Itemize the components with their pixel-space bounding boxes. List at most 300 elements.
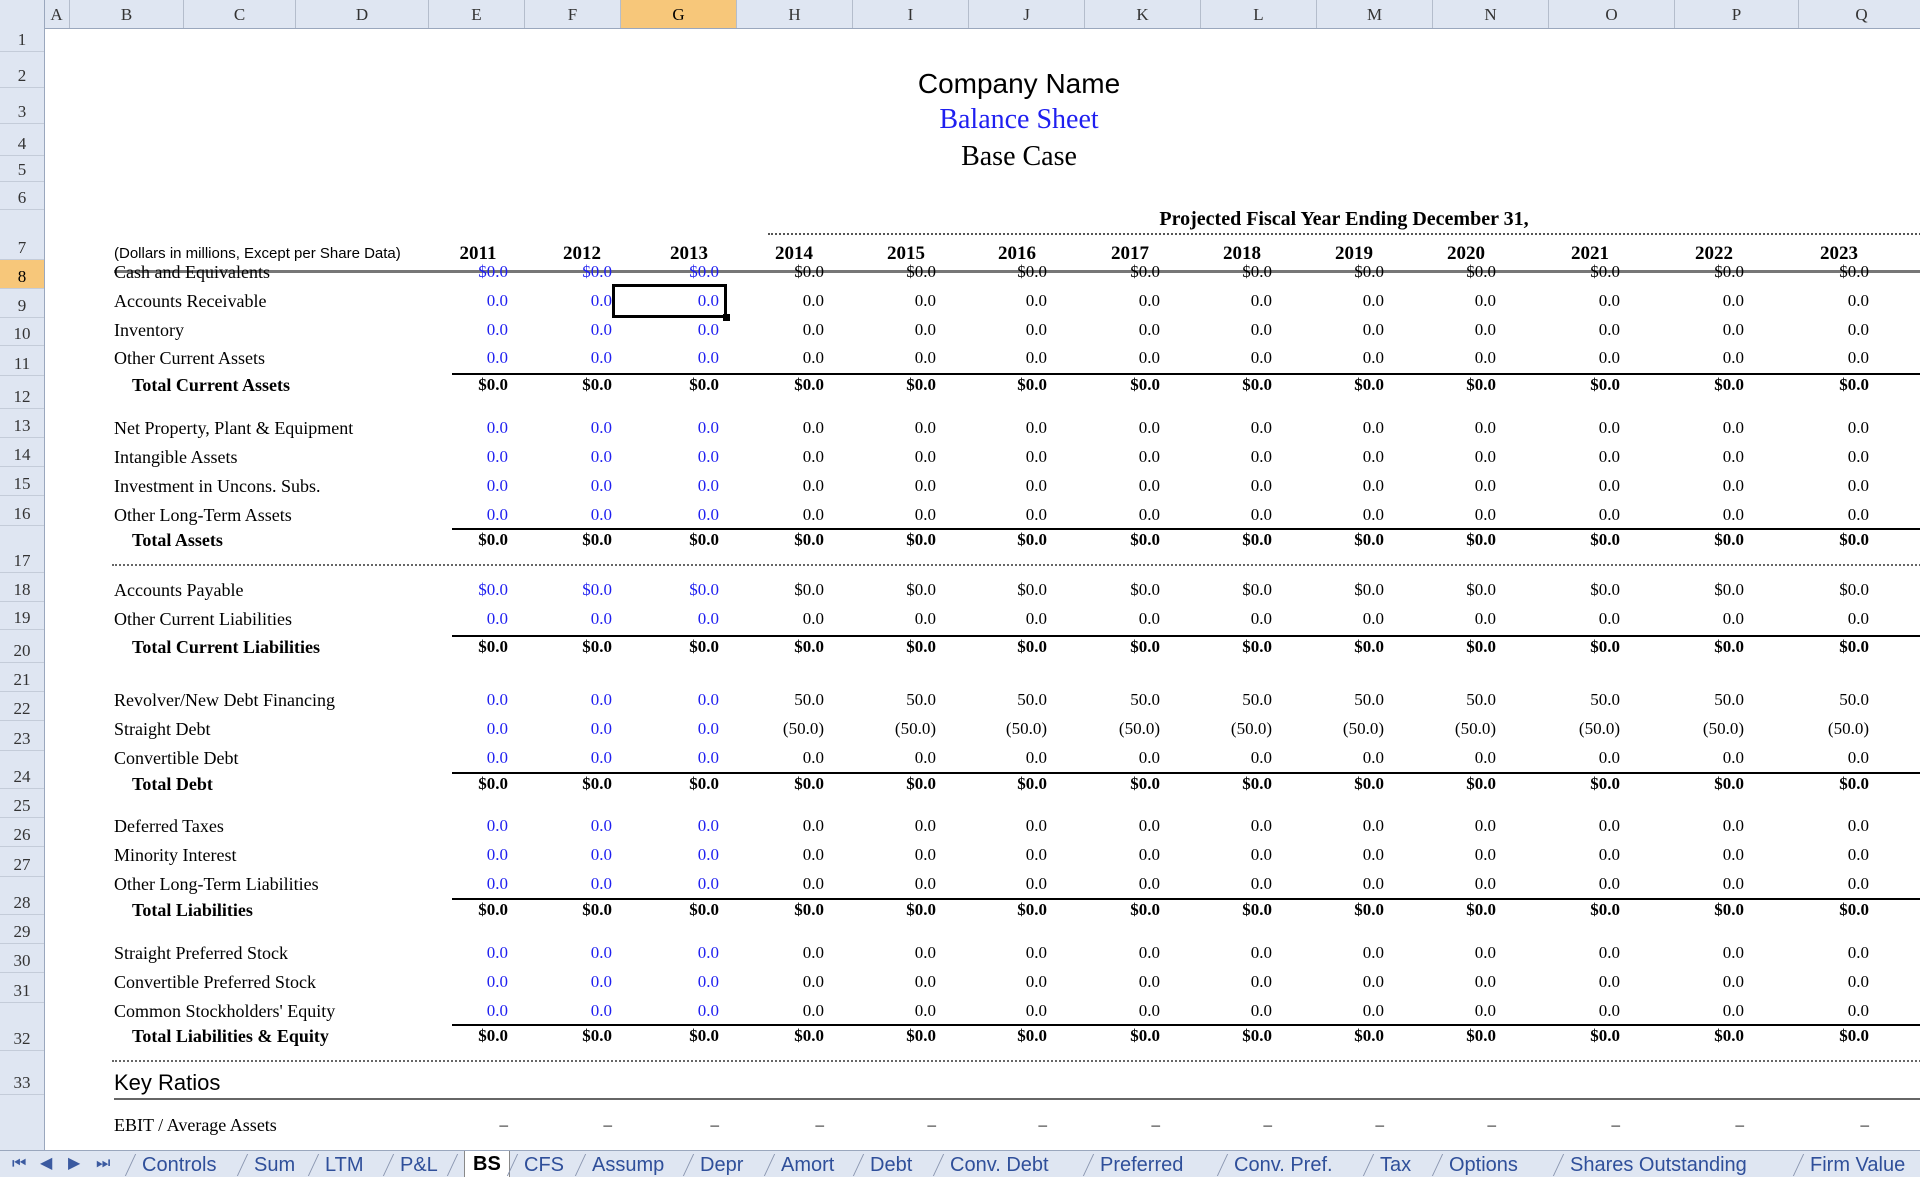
cell-31-2018[interactable]: $0.0 (1242, 1026, 1272, 1045)
tab-tax[interactable]: Tax (1380, 1154, 1412, 1176)
row-label-20[interactable]: Revolver/New Debt Financing (114, 690, 335, 710)
cell-17-2017[interactable]: $0.0 (1130, 580, 1160, 599)
cell-26-2021[interactable]: 0.0 (1598, 874, 1620, 893)
cell-23-2014[interactable]: $0.0 (794, 774, 824, 793)
cell-30-2015[interactable]: 0.0 (914, 1001, 936, 1020)
cell-26-2023[interactable]: 0.0 (1847, 874, 1869, 893)
cell-14-2018[interactable]: 0.0 (1250, 476, 1272, 495)
cell-26-2015[interactable]: 0.0 (914, 874, 936, 893)
cell-10-2011[interactable]: 0.0 (486, 348, 508, 367)
cell-18-2014[interactable]: 0.0 (802, 609, 824, 628)
cell-18-2015[interactable]: 0.0 (914, 609, 936, 628)
row-label-15[interactable]: Other Long-Term Assets (114, 505, 292, 525)
cell-11-2022[interactable]: $0.0 (1714, 375, 1744, 394)
cell-30-2023[interactable]: 0.0 (1847, 1001, 1869, 1020)
cell-20-2016[interactable]: 50.0 (1017, 690, 1047, 709)
cell-29-2022[interactable]: 0.0 (1722, 972, 1744, 991)
cell-12-2020[interactable]: 0.0 (1474, 418, 1496, 437)
cell-18-2023[interactable]: 0.0 (1847, 609, 1869, 628)
cell-9-2012[interactable]: 0.0 (590, 320, 612, 339)
cell-8-2021[interactable]: 0.0 (1598, 291, 1620, 310)
cell-26-2019[interactable]: 0.0 (1362, 874, 1384, 893)
cell-30-2013[interactable]: 0.0 (697, 1001, 719, 1020)
row-label-17[interactable]: Accounts Payable (114, 580, 244, 600)
cell-7-2013[interactable]: $0.0 (689, 262, 719, 281)
cell-27-2012[interactable]: $0.0 (582, 900, 612, 919)
cell-30-2012[interactable]: 0.0 (590, 1001, 612, 1020)
cell-33-2016[interactable]: – (1038, 1115, 1047, 1134)
row-label-28[interactable]: Straight Preferred Stock (114, 943, 288, 963)
cell-33-2014[interactable]: – (815, 1115, 824, 1134)
cell-9-2017[interactable]: 0.0 (1138, 320, 1160, 339)
next-sheet-icon[interactable]: ▶ (68, 1153, 81, 1172)
cell-33-2019[interactable]: – (1375, 1115, 1384, 1134)
cell-17-2021[interactable]: $0.0 (1590, 580, 1620, 599)
row-header-30[interactable]: 30 (0, 944, 44, 973)
column-header-j[interactable]: J (969, 0, 1085, 28)
cell-14-2011[interactable]: 0.0 (486, 476, 508, 495)
cell-13-2019[interactable]: 0.0 (1362, 447, 1384, 466)
column-header-l[interactable]: L (1201, 0, 1317, 28)
cell-22-2023[interactable]: 0.0 (1847, 748, 1869, 767)
tab-firm-value[interactable]: Firm Value (1810, 1154, 1906, 1176)
cell-26-2022[interactable]: 0.0 (1722, 874, 1744, 893)
cell-19-2011[interactable]: $0.0 (478, 637, 508, 656)
cell-15-2018[interactable]: 0.0 (1250, 505, 1272, 524)
tab-cfs[interactable]: CFS (524, 1154, 564, 1176)
cell-8-2019[interactable]: 0.0 (1362, 291, 1384, 310)
cell-27-2023[interactable]: $0.0 (1839, 900, 1869, 919)
cell-14-2022[interactable]: 0.0 (1722, 476, 1744, 495)
cell-30-2019[interactable]: 0.0 (1362, 1001, 1384, 1020)
row-label-23[interactable]: Total Debt (132, 774, 213, 794)
cell-9-2022[interactable]: 0.0 (1722, 320, 1744, 339)
row-label-22[interactable]: Convertible Debt (114, 748, 239, 768)
tab-depr[interactable]: Depr (700, 1154, 744, 1176)
cell-26-2013[interactable]: 0.0 (697, 874, 719, 893)
column-header-e[interactable]: E (429, 0, 525, 28)
cell-18-2011[interactable]: 0.0 (486, 609, 508, 628)
cell-13-2014[interactable]: 0.0 (802, 447, 824, 466)
cell-30-2022[interactable]: 0.0 (1722, 1001, 1744, 1020)
row-header-12[interactable]: 12 (0, 376, 44, 409)
column-header-f[interactable]: F (525, 0, 621, 28)
cell-9-2011[interactable]: 0.0 (486, 320, 508, 339)
cell-17-2016[interactable]: $0.0 (1017, 580, 1047, 599)
row-header-16[interactable]: 16 (0, 496, 44, 526)
column-header-i[interactable]: I (853, 0, 969, 28)
cell-28-2015[interactable]: 0.0 (914, 943, 936, 962)
cell-33-2011[interactable]: – (499, 1115, 508, 1134)
cell-7-2019[interactable]: $0.0 (1354, 262, 1384, 281)
cell-25-2019[interactable]: 0.0 (1362, 845, 1384, 864)
cell-22-2022[interactable]: 0.0 (1722, 748, 1744, 767)
tab-assump[interactable]: Assump (592, 1154, 665, 1176)
cell-18-2020[interactable]: 0.0 (1474, 609, 1496, 628)
cell-10-2014[interactable]: 0.0 (802, 348, 824, 367)
cell-9-2016[interactable]: 0.0 (1025, 320, 1047, 339)
row-label-26[interactable]: Other Long-Term Liabilities (114, 874, 319, 894)
cell-33-2022[interactable]: – (1735, 1115, 1744, 1134)
row-header-22[interactable]: 22 (0, 692, 44, 721)
cell-23-2021[interactable]: $0.0 (1590, 774, 1620, 793)
cell-31-2021[interactable]: $0.0 (1590, 1026, 1620, 1045)
cell-24-2014[interactable]: 0.0 (802, 816, 824, 835)
cell-8-2016[interactable]: 0.0 (1025, 291, 1047, 310)
cell-9-2018[interactable]: 0.0 (1250, 320, 1272, 339)
cell-17-2023[interactable]: $0.0 (1839, 580, 1869, 599)
tab-bs[interactable]: BS (464, 1151, 510, 1177)
cell-21-2023[interactable]: (50.0) (1827, 719, 1869, 738)
cell-31-2011[interactable]: $0.0 (478, 1026, 508, 1045)
column-header-b[interactable]: B (70, 0, 184, 28)
cell-18-2013[interactable]: 0.0 (697, 609, 719, 628)
cell-31-2020[interactable]: $0.0 (1466, 1026, 1496, 1045)
cell-22-2018[interactable]: 0.0 (1250, 748, 1272, 767)
row-label-8[interactable]: Accounts Receivable (114, 291, 267, 311)
cell-26-2016[interactable]: 0.0 (1025, 874, 1047, 893)
cell-8-2022[interactable]: 0.0 (1722, 291, 1744, 310)
first-sheet-icon[interactable]: ⏮ (12, 1153, 27, 1172)
cell-20-2017[interactable]: 50.0 (1130, 690, 1160, 709)
cell-22-2016[interactable]: 0.0 (1025, 748, 1047, 767)
cell-28-2018[interactable]: 0.0 (1250, 943, 1272, 962)
cell-30-2016[interactable]: 0.0 (1025, 1001, 1047, 1020)
cell-14-2017[interactable]: 0.0 (1138, 476, 1160, 495)
cell-33-2023[interactable]: – (1860, 1115, 1869, 1134)
cell-7-2016[interactable]: $0.0 (1017, 262, 1047, 281)
cell-17-2020[interactable]: $0.0 (1466, 580, 1496, 599)
cell-29-2012[interactable]: 0.0 (590, 972, 612, 991)
cell-28-2023[interactable]: 0.0 (1847, 943, 1869, 962)
cell-21-2015[interactable]: (50.0) (894, 719, 936, 738)
cell-7-2011[interactable]: $0.0 (478, 262, 508, 281)
cell-33-2017[interactable]: – (1151, 1115, 1160, 1134)
cell-25-2011[interactable]: 0.0 (486, 845, 508, 864)
tab-conv-debt[interactable]: Conv. Debt (950, 1154, 1049, 1176)
row-label-25[interactable]: Minority Interest (114, 845, 237, 865)
cell-30-2017[interactable]: 0.0 (1138, 1001, 1160, 1020)
cell-21-2018[interactable]: (50.0) (1230, 719, 1272, 738)
cell-10-2017[interactable]: 0.0 (1138, 348, 1160, 367)
cell-27-2021[interactable]: $0.0 (1590, 900, 1620, 919)
cell-29-2020[interactable]: 0.0 (1474, 972, 1496, 991)
cell-16-2013[interactable]: $0.0 (689, 530, 719, 549)
cell-12-2023[interactable]: 0.0 (1847, 418, 1869, 437)
cell-17-2022[interactable]: $0.0 (1714, 580, 1744, 599)
cell-28-2012[interactable]: 0.0 (590, 943, 612, 962)
cell-29-2021[interactable]: 0.0 (1598, 972, 1620, 991)
row-header-29[interactable]: 29 (0, 915, 44, 944)
row-header-31[interactable]: 31 (0, 973, 44, 1003)
prev-sheet-icon[interactable]: ◀ (40, 1153, 53, 1172)
cell-7-2022[interactable]: $0.0 (1714, 262, 1744, 281)
row-label-29[interactable]: Convertible Preferred Stock (114, 972, 316, 992)
cell-24-2017[interactable]: 0.0 (1138, 816, 1160, 835)
cell-19-2013[interactable]: $0.0 (689, 637, 719, 656)
cell-31-2019[interactable]: $0.0 (1354, 1026, 1384, 1045)
cell-23-2012[interactable]: $0.0 (582, 774, 612, 793)
cell-11-2017[interactable]: $0.0 (1130, 375, 1160, 394)
cell-31-2022[interactable]: $0.0 (1714, 1026, 1744, 1045)
cell-16-2023[interactable]: $0.0 (1839, 530, 1869, 549)
cell-20-2013[interactable]: 0.0 (697, 690, 719, 709)
cell-33-2021[interactable]: – (1611, 1115, 1620, 1134)
cell-20-2023[interactable]: 50.0 (1839, 690, 1869, 709)
row-header-11[interactable]: 11 (0, 346, 44, 376)
cell-16-2015[interactable]: $0.0 (906, 530, 936, 549)
cell-25-2012[interactable]: 0.0 (590, 845, 612, 864)
cell-29-2016[interactable]: 0.0 (1025, 972, 1047, 991)
cell-10-2018[interactable]: 0.0 (1250, 348, 1272, 367)
cell-12-2019[interactable]: 0.0 (1362, 418, 1384, 437)
cell-18-2017[interactable]: 0.0 (1138, 609, 1160, 628)
cell-14-2014[interactable]: 0.0 (802, 476, 824, 495)
row-header-14[interactable]: 14 (0, 438, 44, 467)
cell-16-2020[interactable]: $0.0 (1466, 530, 1496, 549)
cell-27-2013[interactable]: $0.0 (689, 900, 719, 919)
cell-14-2015[interactable]: 0.0 (914, 476, 936, 495)
cell-10-2022[interactable]: 0.0 (1722, 348, 1744, 367)
cell-11-2016[interactable]: $0.0 (1017, 375, 1047, 394)
cell-11-2020[interactable]: $0.0 (1466, 375, 1496, 394)
cell-31-2015[interactable]: $0.0 (906, 1026, 936, 1045)
row-label-9[interactable]: Inventory (114, 320, 184, 340)
row-header-9[interactable]: 9 (0, 289, 44, 318)
cell-25-2023[interactable]: 0.0 (1847, 845, 1869, 864)
cell-28-2016[interactable]: 0.0 (1025, 943, 1047, 962)
tab-controls[interactable]: Controls (142, 1154, 217, 1176)
cell-24-2013[interactable]: 0.0 (697, 816, 719, 835)
cell-11-2019[interactable]: $0.0 (1354, 375, 1384, 394)
cell-23-2016[interactable]: $0.0 (1017, 774, 1047, 793)
cell-9-2014[interactable]: 0.0 (802, 320, 824, 339)
cell-18-2021[interactable]: 0.0 (1598, 609, 1620, 628)
cell-14-2021[interactable]: 0.0 (1598, 476, 1620, 495)
cell-22-2012[interactable]: 0.0 (590, 748, 612, 767)
cell-28-2021[interactable]: 0.0 (1598, 943, 1620, 962)
cell-12-2013[interactable]: 0.0 (697, 418, 719, 437)
cell-24-2018[interactable]: 0.0 (1250, 816, 1272, 835)
cell-10-2016[interactable]: 0.0 (1025, 348, 1047, 367)
cell-15-2014[interactable]: 0.0 (802, 505, 824, 524)
cell-22-2017[interactable]: 0.0 (1138, 748, 1160, 767)
tab-options[interactable]: Options (1449, 1154, 1518, 1176)
cell-19-2021[interactable]: $0.0 (1590, 637, 1620, 656)
cell-8-2012[interactable]: 0.0 (590, 291, 612, 310)
cell-7-2021[interactable]: $0.0 (1590, 262, 1620, 281)
cell-25-2021[interactable]: 0.0 (1598, 845, 1620, 864)
cell-17-2012[interactable]: $0.0 (582, 580, 612, 599)
cell-29-2013[interactable]: 0.0 (697, 972, 719, 991)
cell-24-2023[interactable]: 0.0 (1847, 816, 1869, 835)
cell-17-2015[interactable]: $0.0 (906, 580, 936, 599)
column-header-h[interactable]: H (737, 0, 853, 28)
last-sheet-icon[interactable]: ⏭ (96, 1153, 111, 1172)
cell-18-2022[interactable]: 0.0 (1722, 609, 1744, 628)
cell-22-2013[interactable]: 0.0 (697, 748, 719, 767)
cell-8-2011[interactable]: 0.0 (486, 291, 508, 310)
cell-28-2013[interactable]: 0.0 (697, 943, 719, 962)
cell-20-2011[interactable]: 0.0 (486, 690, 508, 709)
cell-12-2021[interactable]: 0.0 (1598, 418, 1620, 437)
row-label-10[interactable]: Other Current Assets (114, 348, 265, 368)
cell-20-2021[interactable]: 50.0 (1590, 690, 1620, 709)
row-label-7[interactable]: Cash and Equivalents (114, 262, 270, 282)
cell-33-2018[interactable]: – (1263, 1115, 1272, 1134)
column-header-d[interactable]: D (296, 0, 429, 28)
row-label-31[interactable]: Total Liabilities & Equity (132, 1026, 329, 1046)
cell-25-2017[interactable]: 0.0 (1138, 845, 1160, 864)
cell-21-2021[interactable]: (50.0) (1578, 719, 1620, 738)
cell-13-2023[interactable]: 0.0 (1847, 447, 1869, 466)
cell-23-2013[interactable]: $0.0 (689, 774, 719, 793)
cell-22-2011[interactable]: 0.0 (486, 748, 508, 767)
cell-15-2016[interactable]: 0.0 (1025, 505, 1047, 524)
tab-sum[interactable]: Sum (254, 1154, 296, 1176)
row-header-3[interactable]: 3 (0, 88, 44, 124)
cell-9-2020[interactable]: 0.0 (1474, 320, 1496, 339)
cell-10-2020[interactable]: 0.0 (1474, 348, 1496, 367)
cell-25-2020[interactable]: 0.0 (1474, 845, 1496, 864)
row-header-20[interactable]: 20 (0, 630, 44, 663)
cell-11-2023[interactable]: $0.0 (1839, 375, 1869, 394)
cell-25-2013[interactable]: 0.0 (697, 845, 719, 864)
cell-24-2016[interactable]: 0.0 (1025, 816, 1047, 835)
cell-15-2022[interactable]: 0.0 (1722, 505, 1744, 524)
cell-16-2021[interactable]: $0.0 (1590, 530, 1620, 549)
cell-23-2022[interactable]: $0.0 (1714, 774, 1744, 793)
cell-25-2022[interactable]: 0.0 (1722, 845, 1744, 864)
cell-15-2015[interactable]: 0.0 (914, 505, 936, 524)
row-header-15[interactable]: 15 (0, 467, 44, 496)
cell-27-2015[interactable]: $0.0 (906, 900, 936, 919)
cell-18-2018[interactable]: 0.0 (1250, 609, 1272, 628)
cell-7-2017[interactable]: $0.0 (1130, 262, 1160, 281)
cell-13-2018[interactable]: 0.0 (1250, 447, 1272, 466)
row-header-13[interactable]: 13 (0, 409, 44, 438)
cell-20-2020[interactable]: 50.0 (1466, 690, 1496, 709)
cell-12-2017[interactable]: 0.0 (1138, 418, 1160, 437)
cell-16-2011[interactable]: $0.0 (478, 530, 508, 549)
cell-29-2023[interactable]: 0.0 (1847, 972, 1869, 991)
cell-15-2017[interactable]: 0.0 (1138, 505, 1160, 524)
cell-14-2019[interactable]: 0.0 (1362, 476, 1384, 495)
cell-20-2022[interactable]: 50.0 (1714, 690, 1744, 709)
cell-21-2013[interactable]: 0.0 (697, 719, 719, 738)
cell-15-2019[interactable]: 0.0 (1362, 505, 1384, 524)
cell-19-2017[interactable]: $0.0 (1130, 637, 1160, 656)
cell-22-2019[interactable]: 0.0 (1362, 748, 1384, 767)
cell-13-2020[interactable]: 0.0 (1474, 447, 1496, 466)
row-header-26[interactable]: 26 (0, 818, 44, 847)
cell-22-2014[interactable]: 0.0 (802, 748, 824, 767)
cell-23-2018[interactable]: $0.0 (1242, 774, 1272, 793)
cell-14-2023[interactable]: 0.0 (1847, 476, 1869, 495)
cell-10-2013[interactable]: 0.0 (697, 348, 719, 367)
cell-8-2023[interactable]: 0.0 (1847, 291, 1869, 310)
cell-9-2013[interactable]: 0.0 (697, 320, 719, 339)
cell-27-2016[interactable]: $0.0 (1017, 900, 1047, 919)
cell-28-2019[interactable]: 0.0 (1362, 943, 1384, 962)
cell-21-2020[interactable]: (50.0) (1454, 719, 1496, 738)
cell-12-2015[interactable]: 0.0 (914, 418, 936, 437)
cell-25-2015[interactable]: 0.0 (914, 845, 936, 864)
cell-17-2011[interactable]: $0.0 (478, 580, 508, 599)
cell-7-2018[interactable]: $0.0 (1242, 262, 1272, 281)
cell-29-2011[interactable]: 0.0 (486, 972, 508, 991)
cell-16-2022[interactable]: $0.0 (1714, 530, 1744, 549)
tab-p-l[interactable]: P&L (400, 1154, 438, 1176)
cell-16-2014[interactable]: $0.0 (794, 530, 824, 549)
cell-25-2018[interactable]: 0.0 (1250, 845, 1272, 864)
cell-24-2019[interactable]: 0.0 (1362, 816, 1384, 835)
row-header-27[interactable]: 27 (0, 847, 44, 877)
cell-19-2022[interactable]: $0.0 (1714, 637, 1744, 656)
cell-26-2011[interactable]: 0.0 (486, 874, 508, 893)
column-header-c[interactable]: C (184, 0, 296, 28)
row-label-18[interactable]: Other Current Liabilities (114, 609, 292, 629)
row-label-19[interactable]: Total Current Liabilities (132, 637, 321, 657)
row-header-17[interactable]: 17 (0, 526, 44, 573)
cell-11-2013[interactable]: $0.0 (689, 375, 719, 394)
cell-17-2019[interactable]: $0.0 (1354, 580, 1384, 599)
cell-16-2016[interactable]: $0.0 (1017, 530, 1047, 549)
cell-24-2021[interactable]: 0.0 (1598, 816, 1620, 835)
row-label-11[interactable]: Total Current Assets (132, 375, 291, 395)
cell-11-2011[interactable]: $0.0 (478, 375, 508, 394)
row-label-33[interactable]: EBIT / Average Assets (114, 1115, 277, 1135)
row-label-16[interactable]: Total Assets (132, 530, 223, 550)
tab-debt[interactable]: Debt (870, 1154, 913, 1176)
cell-26-2020[interactable]: 0.0 (1474, 874, 1496, 893)
cell-25-2014[interactable]: 0.0 (802, 845, 824, 864)
cell-15-2023[interactable]: 0.0 (1847, 505, 1869, 524)
cell-26-2014[interactable]: 0.0 (802, 874, 824, 893)
cell-11-2018[interactable]: $0.0 (1242, 375, 1272, 394)
cell-19-2012[interactable]: $0.0 (582, 637, 612, 656)
cell-13-2022[interactable]: 0.0 (1722, 447, 1744, 466)
cell-11-2014[interactable]: $0.0 (794, 375, 824, 394)
tab-ltm[interactable]: LTM (325, 1154, 364, 1176)
cell-26-2018[interactable]: 0.0 (1250, 874, 1272, 893)
cell-12-2016[interactable]: 0.0 (1025, 418, 1047, 437)
cell-10-2023[interactable]: 0.0 (1847, 348, 1869, 367)
cell-27-2020[interactable]: $0.0 (1466, 900, 1496, 919)
cell-23-2023[interactable]: $0.0 (1839, 774, 1869, 793)
cell-26-2017[interactable]: 0.0 (1138, 874, 1160, 893)
column-header-a[interactable]: A (44, 0, 70, 28)
cell-19-2015[interactable]: $0.0 (906, 637, 936, 656)
row-label-21[interactable]: Straight Debt (114, 719, 211, 739)
cell-22-2015[interactable]: 0.0 (914, 748, 936, 767)
cell-23-2019[interactable]: $0.0 (1354, 774, 1384, 793)
cell-20-2015[interactable]: 50.0 (906, 690, 936, 709)
column-header-g[interactable]: G (621, 0, 737, 28)
cell-19-2019[interactable]: $0.0 (1354, 637, 1384, 656)
cell-18-2012[interactable]: 0.0 (590, 609, 612, 628)
cell-30-2021[interactable]: 0.0 (1598, 1001, 1620, 1020)
cell-10-2015[interactable]: 0.0 (914, 348, 936, 367)
cell-24-2015[interactable]: 0.0 (914, 816, 936, 835)
cell-27-2014[interactable]: $0.0 (794, 900, 824, 919)
cell-24-2020[interactable]: 0.0 (1474, 816, 1496, 835)
cell-33-2012[interactable]: – (603, 1115, 612, 1134)
cell-21-2011[interactable]: 0.0 (486, 719, 508, 738)
cell-9-2015[interactable]: 0.0 (914, 320, 936, 339)
cell-8-2020[interactable]: 0.0 (1474, 291, 1496, 310)
column-header-q[interactable]: Q (1799, 0, 1920, 28)
